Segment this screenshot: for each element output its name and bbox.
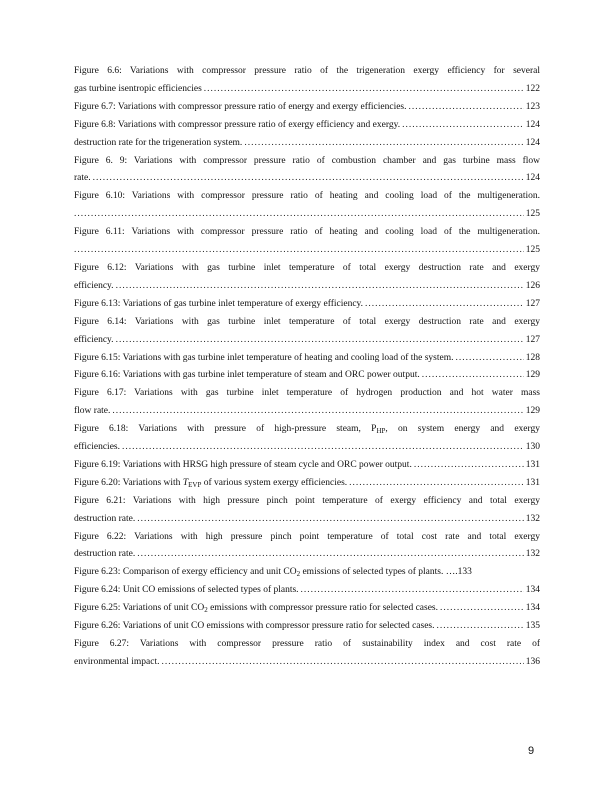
entry-text-line-2: rate.	[74, 173, 91, 184]
entry-text: Figure 6.16: Variations with gas turbine inlet temperature of steam and ORC power output.	[74, 370, 420, 381]
page-ref: 134	[525, 585, 540, 596]
entry-text-line-1: Figure 6.6: Variations with compressor pressure ratio of the trigeneration exergy efficiency for several	[74, 66, 540, 76]
entry-text	[74, 600, 438, 618]
subscript: EVP	[188, 480, 202, 489]
entry-text-line-2: destruction rate.	[74, 549, 136, 560]
toc-entry[interactable]	[74, 475, 540, 493]
entry-text-line-2: destruction rate.	[74, 513, 136, 524]
toc-entry[interactable]	[74, 135, 540, 153]
toc-entry[interactable]	[74, 618, 540, 636]
page-ref: 126	[525, 280, 540, 291]
page-ref: 124	[525, 137, 540, 148]
page-ref: 131	[525, 477, 540, 488]
toc-entry[interactable]	[74, 421, 540, 457]
entry-text-line-1: Figure 6.12: Variations with gas turbine inlet temperature of total exergy destruction rate and exergy	[74, 262, 540, 273]
toc-entry[interactable]	[74, 117, 540, 135]
list-of-figures	[74, 63, 540, 672]
entry-text-line-1	[74, 421, 540, 439]
entry-text-line-1: Figure 6.27: Variations with compressor pressure ratio of sustainability index and cost rate of	[74, 639, 540, 649]
entry-text-part: Figure 6.20: Variations with	[74, 477, 183, 488]
subscript: 2	[296, 570, 301, 579]
subscript: HP	[376, 427, 386, 436]
page-ref: 127	[525, 298, 540, 309]
page-ref: 129	[525, 370, 540, 381]
dot-leader	[112, 403, 523, 421]
toc-entry[interactable]	[74, 457, 540, 475]
toc-entry[interactable]	[74, 153, 540, 189]
dot-leader	[74, 206, 524, 224]
dot-leader	[116, 278, 524, 296]
entry-text-part: Figure 6.25: Variations of unit CO	[74, 603, 205, 614]
entry-text-line-2: efficiency.	[74, 334, 114, 345]
page-ref: 124	[525, 173, 540, 184]
page-ref: 122	[525, 83, 540, 94]
dot-leader	[455, 350, 523, 368]
dot-leader	[365, 296, 524, 314]
entry-text-line-2: efficiency.	[74, 280, 114, 291]
toc-entry[interactable]	[74, 493, 540, 529]
entry-text: Figure 6.7: Variations with compressor pressure ratio of energy and exergy efficiencies.	[74, 101, 407, 112]
dot-leader	[74, 242, 524, 260]
page-number: 9	[528, 745, 535, 757]
toc-entry[interactable]	[74, 99, 540, 117]
entry-text-line-1: Figure 6.14: Variations with gas turbine inlet temperature of total exergy destruction rate and exergy	[74, 316, 540, 327]
toc-entry[interactable]	[74, 600, 540, 618]
dot-leader	[402, 117, 524, 135]
entry-text: Figure 6.19: Variations with HRSG high pressure of steam cycle and ORC power output.	[74, 459, 412, 470]
dot-leader	[244, 135, 523, 153]
dot-leader	[440, 600, 524, 618]
page-ref: 136	[525, 656, 540, 667]
toc-entry[interactable]	[74, 63, 540, 99]
entry-text-line-1: Figure 6.22: Variations with high pressure pinch point temperature of total cost rate and total exergy	[74, 531, 540, 542]
dot-leader	[161, 654, 523, 672]
toc-entry[interactable]	[74, 350, 540, 368]
entry-text: Figure 6.26: Variations of unit CO emissions with compressor pressure ratio for selected cases.	[74, 621, 435, 632]
page-ref: 131	[525, 459, 540, 470]
entry-text-line-1: Figure 6.11: Variations with compressor pressure ratio of heating and cooling load of the multigeneration.	[74, 227, 540, 238]
entry-text-line-2: efficiencies.	[74, 442, 120, 453]
entry-text	[74, 564, 458, 582]
dot-leader	[137, 546, 524, 564]
dot-leader	[409, 99, 524, 117]
entry-text-line-2: gas turbine isentropic efficiencies	[74, 83, 202, 94]
dot-leader	[422, 367, 524, 385]
page-ref: 125	[525, 209, 540, 220]
entry-text: Figure 6.24: Unit CO emissions of selected types of plants.	[74, 585, 299, 596]
entry-text-line-2: environmental impact.	[74, 656, 160, 667]
page-ref: 130	[525, 442, 540, 453]
toc-entry[interactable]	[74, 385, 540, 421]
dot-leader	[137, 511, 524, 529]
toc-entry[interactable]	[74, 564, 540, 582]
dot-leader	[93, 170, 524, 188]
toc-entry[interactable]	[74, 314, 540, 350]
entry-text	[74, 475, 347, 493]
entry-text: destruction rate for the trigeneration system.	[74, 137, 243, 148]
page-ref: 134	[525, 603, 540, 614]
dot-leader	[349, 475, 524, 493]
toc-entry[interactable]	[74, 529, 540, 565]
dot-leader	[414, 457, 524, 475]
toc-entry[interactable]	[74, 636, 540, 672]
toc-entry[interactable]	[74, 188, 540, 224]
entry-text-part: emissions of selected types of plants. ….	[300, 567, 458, 578]
page-ref: 132	[525, 513, 540, 524]
toc-entry[interactable]	[74, 296, 540, 314]
entry-text-line-1: Figure 6.10: Variations with compressor pressure ratio of heating and cooling load of the multigeneration.	[74, 191, 540, 202]
entry-text-part: , on system energy and exergy	[385, 424, 540, 435]
page-ref: 123	[525, 101, 540, 112]
toc-entry[interactable]	[74, 224, 540, 260]
entry-text-line-1: Figure 6.21: Variations with high pressure pinch point temperature of exergy efficiency and total exergy	[74, 495, 540, 506]
page-ref: 132	[525, 549, 540, 560]
page-ref: 125	[525, 245, 540, 256]
subscript: 2	[204, 606, 208, 615]
symbol-t: T	[182, 477, 189, 488]
entry-text-part: of various system exergy efficiencies.	[201, 477, 348, 488]
toc-entry[interactable]	[74, 582, 540, 600]
dot-leader	[116, 332, 524, 350]
entry-text: Figure 6.8: Variations with compressor pressure ratio of exergy efficiency and exergy.	[74, 119, 401, 130]
entry-text-line-1: Figure 6.17: Variations with gas turbine inlet temperature of hydrogen production and hot water mass	[74, 388, 540, 399]
entry-text-line-2: flow rate.	[74, 406, 111, 417]
page-ref: 128	[525, 352, 540, 363]
dot-leader	[204, 81, 524, 99]
dot-leader	[122, 439, 524, 457]
page-ref: 133	[457, 567, 472, 578]
entry-text-line-1: Figure 6. 9: Variations with compressor pressure ratio of combustion chamber and gas turbine mass flow	[74, 155, 540, 166]
page-ref: 127	[525, 334, 540, 345]
page-ref: 124	[525, 119, 540, 130]
entry-text-part: emissions with compressor pressure ratio for selected cases.	[207, 603, 438, 614]
entry-text: Figure 6.15: Variations with gas turbine inlet temperature of heating and cooling load of the system.	[74, 352, 454, 363]
entry-text: Figure 6.13: Variations of gas turbine inlet temperature of exergy efficiency.	[74, 298, 364, 309]
dot-leader	[301, 582, 524, 600]
toc-entry[interactable]	[74, 260, 540, 296]
entry-text-part: Figure 6.18: Variations with pressure of high-pressure steam, P	[74, 424, 377, 435]
page-ref: 129	[525, 406, 540, 417]
dot-leader	[437, 618, 524, 636]
entry-text-part: Figure 6.23: Comparison of exergy efficiency and unit CO	[74, 567, 297, 578]
page-ref: 135	[525, 621, 540, 632]
toc-entry[interactable]	[74, 367, 540, 385]
